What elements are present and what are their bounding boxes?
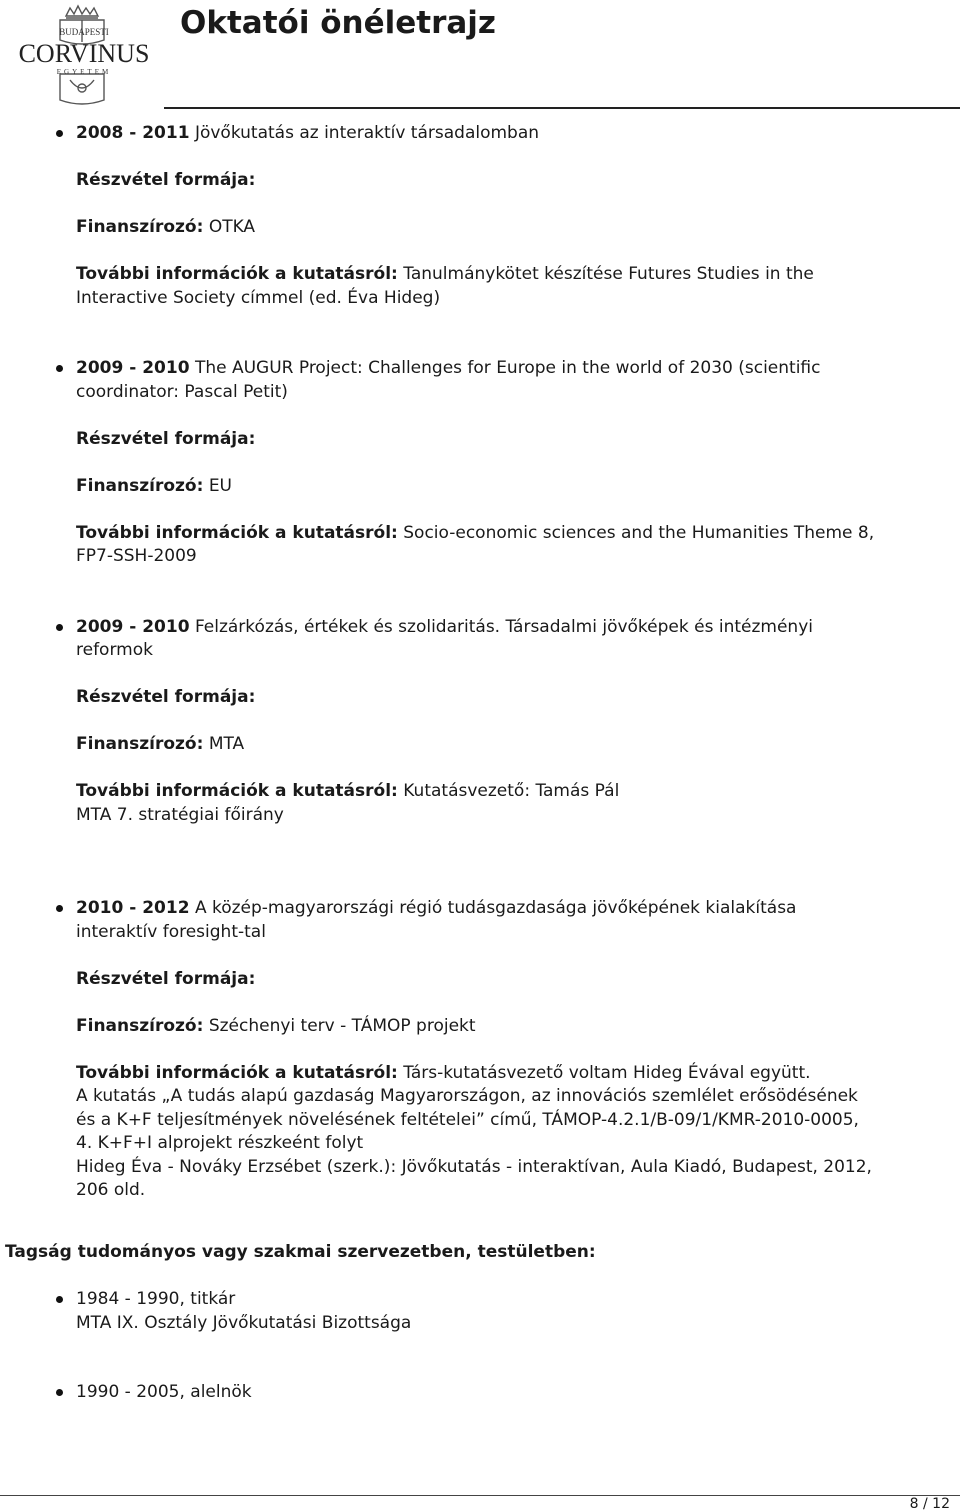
header-divider [164,107,960,109]
project-item [0,897,960,1203]
info-line: MTA 7. stratégiai főirány [76,804,284,825]
project-title: A közép-magyarországi régió tudásgazdasága jövőképének kialakítása [194,898,797,918]
info-line: 4. K+F+I alprojekt részkeént folyt [76,1133,364,1153]
project-title: Felzárkózás, értékek és szolidaritás. Társadalmi jövőképek és intézményi [194,616,813,637]
info-line: FP7-SSH-2009 [76,546,197,566]
logo-text-main: CORVINUS [18,39,150,68]
bullet-icon [56,624,63,631]
participation-label: Részvétel formája: [76,968,256,989]
bullet-icon [56,905,63,912]
bullet-icon [56,365,63,372]
logo-text-bottom: EGYETEM [56,68,112,76]
funder-label: Finanszírozó: [76,217,204,237]
funder-value: OTKA [208,217,256,237]
project-item [0,357,960,569]
document-title: Oktatói önéletrajz [180,5,496,41]
funder-value: Széchenyi terv - TÁMOP projekt [208,1015,476,1036]
bullet-icon [56,1296,63,1303]
project-item [0,122,960,310]
bullet-icon [56,130,63,137]
funder-label: Finanszírozó: [76,734,204,754]
info-line: 206 old. [76,1180,146,1200]
info-label: További információk a kutatásról: [76,522,398,543]
info-label: További információk a kutatásról: [76,1062,398,1083]
participation-label: Részvétel formája: [76,687,256,707]
project-years: 2008 - 2011 [76,123,190,143]
info-label: További információk a kutatásról: [76,781,398,801]
project-title: The AUGUR Project: Challenges for Europe in the world of 2030 (scientific [194,358,821,378]
project-title-line: coordinator: Pascal Petit) [76,381,288,402]
info-line: A kutatás „A tudás alapú gazdaság Magyarországon, az innovációs szemlélet erősödésének [76,1086,858,1106]
bullet-icon [56,1389,63,1396]
info-text: Társ-kutatásvezető voltam Hideg Évával együtt. [403,1062,811,1083]
logo-text-top: BUDAPESTI [59,27,109,37]
participation-label: Részvétel formája: [76,428,256,449]
corvinus-logo [4,4,164,106]
project-years: 2009 - 2010 [76,358,190,378]
info-text: Tanulmánykötet készítése Futures Studies in the [403,264,814,284]
funder-value: EU [208,475,232,496]
page-number: 8 / 12 [909,1496,950,1512]
info-line: Hideg Éva - Nováky Erzsébet (szerk.): Jövőkutatás - interaktívan, Aula Kiadó, Budapest, 2012, [76,1156,872,1177]
footer-divider [0,1495,960,1496]
membership-heading: Tagság tudományos vagy szakmai szervezetben, testületben: [5,1242,596,1262]
project-item [0,616,960,828]
participation-label: Részvétel formája: [76,170,256,190]
funder-label: Finanszírozó: [76,475,204,496]
membership-line: MTA IX. Osztály Jövőkutatási Bizottsága [76,1312,412,1333]
info-line: Interactive Society címmel (ed. Éva Hideg) [76,287,441,308]
page-header [0,0,960,110]
project-years: 2010 - 2012 [76,898,190,918]
membership-item [0,1288,960,1335]
info-line: és a K+F teljesítmények növelésének feltételei” című, TÁMOP-4.2.1/B-09/1/KMR-2010-0005, [76,1109,859,1130]
membership-line: 1984 - 1990, titkár [76,1289,236,1309]
funder-label: Finanszírozó: [76,1015,204,1036]
project-title: Jövőkutatás az interaktív társadalomban [194,123,540,143]
membership-item [0,1381,960,1405]
project-years: 2009 - 2010 [76,616,190,637]
project-title-line: reformok [76,640,153,660]
info-text: Socio-economic sciences and the Humanities Theme 8, [403,522,875,543]
project-title-line: interaktív foresight-tal [76,921,266,942]
document-body [0,118,960,1203]
funder-value: MTA [208,734,245,754]
membership-line: 1990 - 2005, alelnök [76,1382,252,1402]
info-text: Kutatásvezető: Tamás Pál [403,781,620,801]
info-label: További információk a kutatásról: [76,264,398,284]
